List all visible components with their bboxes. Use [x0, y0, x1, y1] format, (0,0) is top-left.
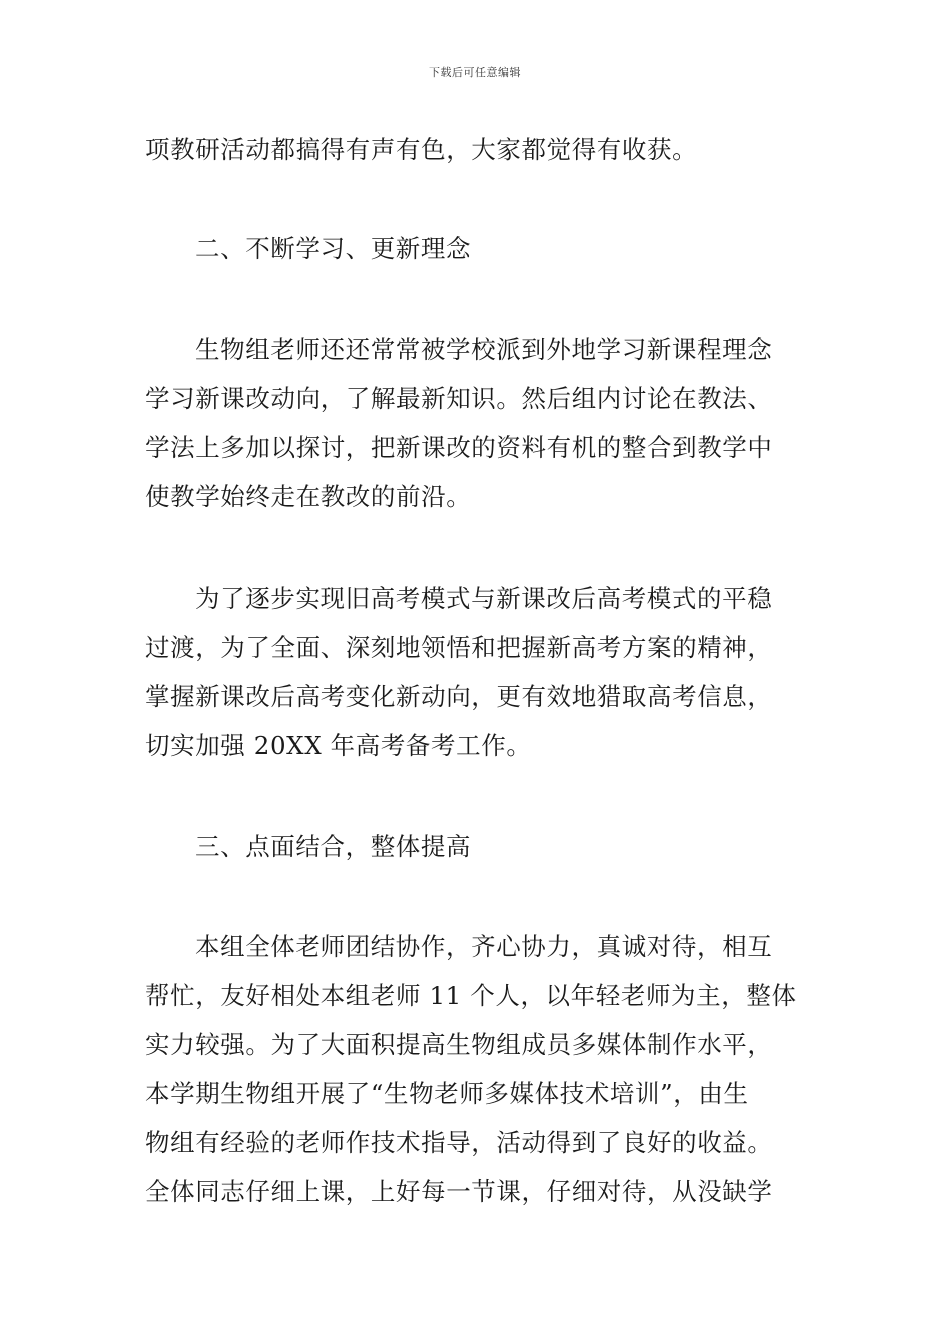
paragraph-line: 本组全体老师团结协作，齐心协力，真诚对待，相互	[195, 932, 773, 961]
paragraph-line: 物组有经验的老师作技术指导，活动得到了良好的收益。	[145, 1128, 773, 1157]
section-heading: 三、点面结合，整体提高	[195, 832, 472, 861]
paragraph-line: 帮忙，友好相处本组老师 11 个人，以年轻老师为主，整体	[145, 981, 797, 1010]
paragraph-line: 全体同志仔细上课，上好每一节课，仔细对待，从没缺学	[145, 1177, 773, 1206]
paragraph-line: 学习新课改动向，了解最新知识。然后组内讨论在教法、	[145, 384, 773, 413]
paragraph-line: 为了逐步实现旧高考模式与新课改后高考模式的平稳	[195, 584, 773, 613]
paragraph-line: 切实加强 20XX 年高考备考工作。	[145, 731, 532, 760]
paragraph-line: 掌握新课改后高考变化新动向，更有效地猎取高考信息，	[145, 682, 773, 711]
paragraph-line: 生物组老师还还常常被学校派到外地学习新课程理念	[195, 335, 773, 364]
paragraph-line: 本学期生物组开展了“生物老师多媒体技术培训”，由生	[145, 1079, 749, 1108]
paragraph-line: 过渡，为了全面、深刻地领悟和把握新高考方案的精神，	[145, 633, 773, 662]
paragraph-line: 实力较强。为了大面积提高生物组成员多媒体制作水平，	[145, 1030, 773, 1059]
page-header: 下载后可任意编辑	[429, 66, 521, 79]
section-heading: 二、不断学习、更新理念	[195, 234, 472, 263]
paragraph-line: 使教学始终走在教改的前沿。	[145, 482, 472, 511]
paragraph-line: 学法上多加以探讨，把新课改的资料有机的整合到教学中	[145, 433, 773, 462]
paragraph-line: 项教研活动都搞得有声有色，大家都觉得有收获。	[145, 135, 698, 164]
